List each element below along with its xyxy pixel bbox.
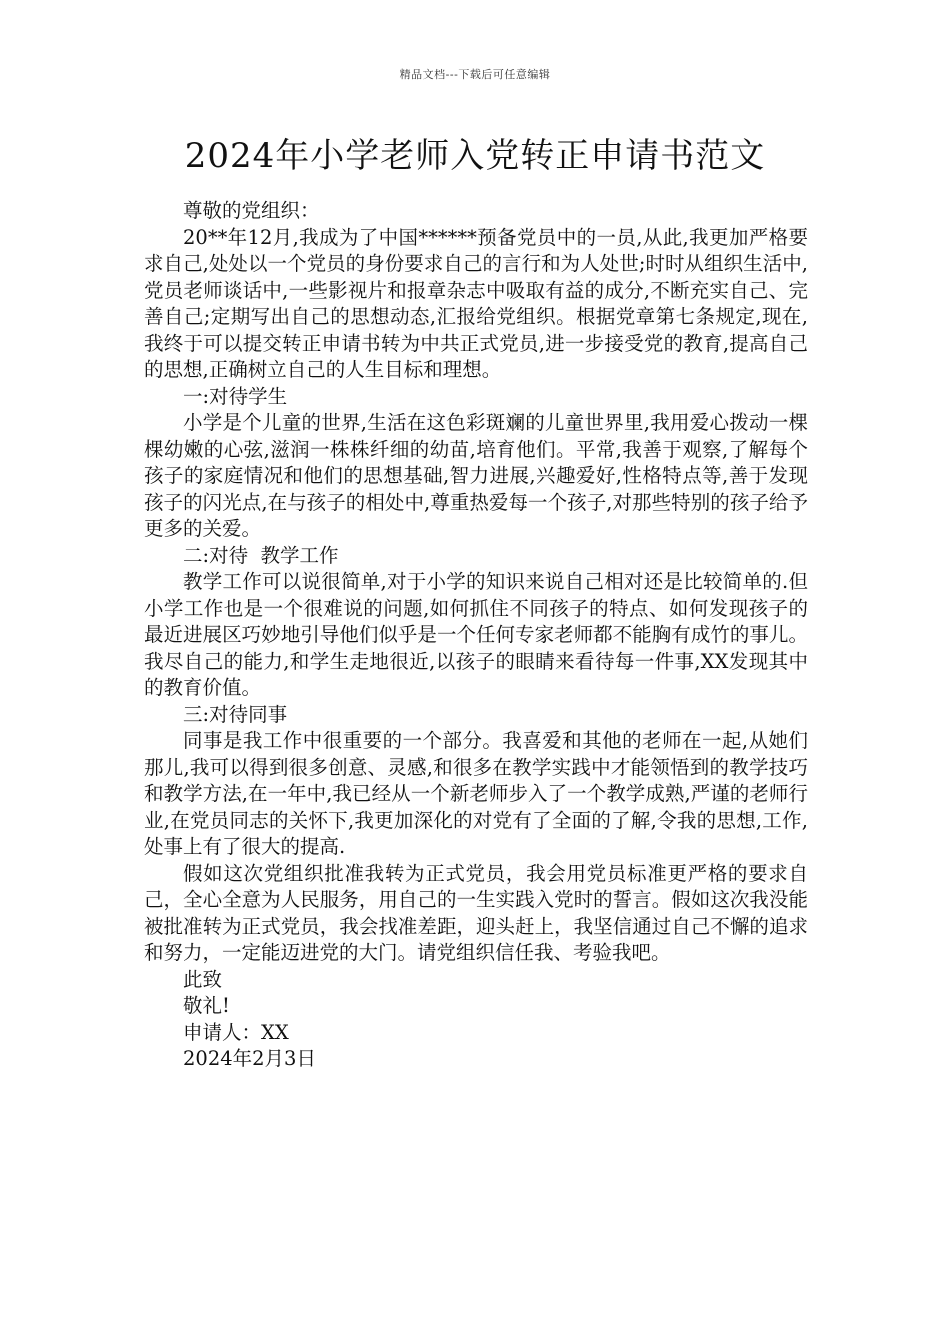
section-paragraph-colleagues: 同事是我工作中很重要的一个部分。我喜爱和其他的老师在一起,从她们那儿,我可以得到很多创意、灵感,和很多在教学实践中才能领悟到的教学技巧和教学方法,在一年中,我已经从一个新老师步入了一个教学成熟,严谨的老师行业,在党员同志的关怀下,我更加深化的对党有了全面的了解,令我的思想,工作,处事上有了很大的提高.	[144, 729, 808, 858]
intro-paragraph: 20**年12月,我成为了中国******预备党员中的一员,从此,我更加严格要求自己,处处以一个党员的身份要求自己的言行和为人处世;时时从组织生活中,党员老师谈话中,一些影视片和报章杂志中吸取有益的成分,不断充实自己、完善自己;定期写出自己的思想动态,汇报给党组织。根据党章第七条规定,现在,我终于可以提交转正申请书转为中共正式党员,进一步接受党的教育,提高自己的思想,正确树立自己的人生目标和理想。	[144, 225, 808, 381]
date: 2024年2月3日	[183, 1047, 316, 1070]
section-heading-students: 一:对待学生	[183, 384, 288, 408]
section-heading-colleagues: 三:对待同事	[183, 702, 288, 726]
section-paragraph-students: 小学是个儿童的世界,生活在这色彩斑斓的儿童世界里,我用爱心拨动一棵棵幼嫩的心弦,滋润一株株纤细的幼苗,培育他们。平常,我善于观察,了解每个孩子的家庭情况和他们的思想基础,智力进展,兴趣爱好,性格特点等,善于发现孩子的闪光点,在与孩子的相处中,尊重热爱每一个孩子,对那些特别的孩子给予更多的关爱。	[144, 411, 808, 540]
signature: 申请人：XX	[183, 1020, 289, 1044]
section-heading-teaching: 二:对待 教学工作	[183, 543, 339, 567]
document-title: 2024年小学老师入党转正申请书范文	[184, 136, 766, 176]
section-paragraph-teaching: 教学工作可以说很简单,对于小学的知识来说自己相对还是比较简单的.但小学工作也是一个很难说的问题,如何抓住不同孩子的特点、如何发现孩子的最近进展区巧妙地引导他们似乎是一个任何专家老师都不能胸有成竹的事儿。我尽自己的能力,和学生走地很近,以孩子的眼睛来看待每一件事,XX发现其中的教育价值。	[144, 570, 808, 699]
conclusion-paragraph: 假如这次党组织批准我转为正式党员，我会用党员标准更严格的要求自己，全心全意为人民服务，用自己的一生实践入党时的誓言。假如这次我没能被批准转为正式党员，我会找准差距，迎头赶上，我坚信通过自己不懈的追求和努力，一定能迈进党的大门。请党组织信任我、考验我吧。	[144, 861, 808, 964]
document-body	[144, 198, 808, 1073]
closing-line-1: 此致	[183, 967, 223, 991]
header-note: 精品文档---下载后可任意编辑	[399, 68, 551, 81]
closing-line-2: 敬礼!	[183, 994, 230, 1017]
salutation: 尊敬的党组织：	[183, 199, 320, 222]
